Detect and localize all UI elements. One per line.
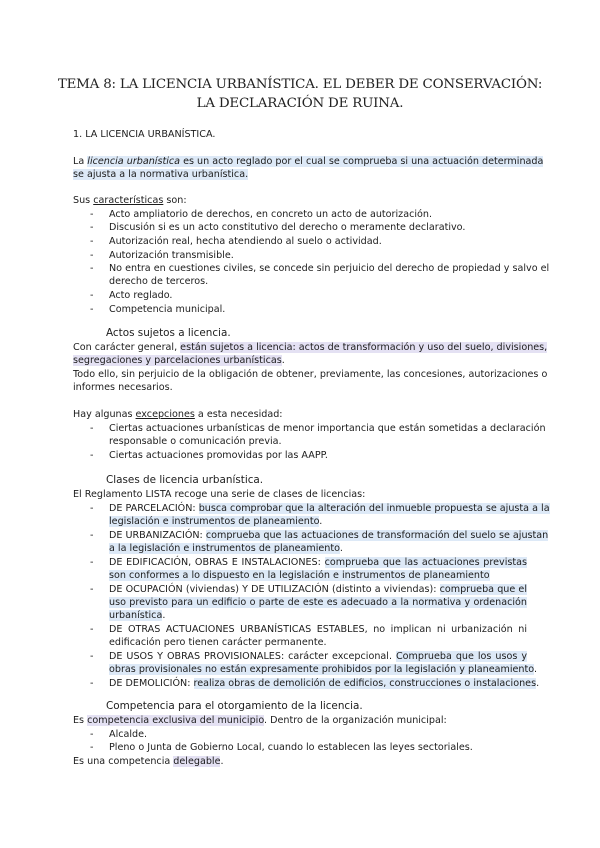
caract-item: No entra en cuestiones civiles, se concede sin perjuicio del derecho de propiedad y salvo el — [109, 263, 550, 274]
excep-item: Ciertas actuaciones promovidas por las AAPP. — [109, 450, 328, 461]
clase-edificacion-cont: son conformes a lo dispuesto en la legislación e instrumentos de planeamiento — [109, 570, 490, 581]
title-line-2: LA DECLARACIÓN DE RUINA. — [196, 96, 404, 111]
clase-provisionales: DE USOS Y OBRAS PROVISIONALES: carácter excepcional. Comprueba que los usos y — [109, 651, 527, 662]
competencia-item: Pleno o Junta de Gobierno Local, cuando lo establecen las leyes sectoriales. — [109, 742, 473, 753]
clases-intro: El Reglamento LISTA recoge una serie de clases de licencias: — [73, 489, 366, 500]
excep-item-cont: responsable o comunicación previa. — [109, 436, 282, 447]
caract-intro: Sus características son: — [73, 195, 187, 206]
clase-parcelacion: DE PARCELACIÓN: busca comprobar que la alteración del inmueble propuesta se ajusta a la — [109, 503, 550, 514]
bullet-dash: - — [90, 222, 94, 233]
excep-item: Ciertas actuaciones urbanísticas de menor importancia que están sometidas a declaración — [109, 423, 546, 434]
clase-urbanizacion-cont: a la legislación e instrumentos de planeamiento. — [109, 543, 343, 554]
actos-line-2: segregaciones y parcelaciones urbanísticas. — [73, 355, 285, 366]
bullet-dash: - — [90, 209, 94, 220]
clase-ocupacion: DE OCUPACIÓN (viviendas) Y DE UTILIZACIÓN (distinto a viviendas): comprueba que el — [109, 584, 527, 595]
competencia-final: Es una competencia delegable. — [73, 756, 224, 767]
caract-item: Competencia municipal. — [109, 304, 226, 315]
competencia-line: Es competencia exclusiva del municipio. Dentro de la organización municipal: — [73, 715, 447, 726]
intro-line-1: La licencia urbanística es un acto reglado por el cual se comprueba si una actuación determinada — [73, 156, 544, 167]
bullet-dash: - — [90, 530, 94, 541]
caract-item: Acto ampliatorio de derechos, en concreto un acto de autorización. — [109, 209, 433, 220]
bullet-dash: - — [90, 678, 94, 689]
bullet-dash: - — [90, 423, 94, 434]
actos-line-4: informes necesarios. — [73, 382, 173, 393]
competencia-item: Alcalde. — [109, 729, 148, 740]
actos-line-1: Con carácter general, están sujetos a licencia: actos de transformación y uso del suelo, divisiones, — [73, 342, 548, 353]
bullet-dash: - — [90, 557, 94, 568]
bullet-dash: - — [90, 450, 94, 461]
bullet-dash: - — [90, 236, 94, 247]
actos-heading: Actos sujetos a licencia. — [106, 327, 231, 339]
title-line-1: TEMA 8: LA LICENCIA URBANÍSTICA. EL DEBER DE CONSERVACIÓN: — [57, 77, 543, 92]
clase-urbanizacion: DE URBANIZACIÓN: comprueba que las actuaciones de transformación del suelo se ajustan — [109, 530, 549, 541]
section-heading: 1. LA LICENCIA URBANÍSTICA. — [73, 129, 216, 140]
bullet-dash: - — [90, 263, 94, 274]
clases-heading: Clases de licencia urbanística. — [106, 474, 264, 486]
bullet-dash: - — [90, 742, 94, 753]
bullet-dash: - — [90, 503, 94, 514]
bullet-dash: - — [90, 651, 94, 662]
caract-item: Discusión si es un acto constitutivo del derecho o meramente declarativo. — [109, 222, 466, 233]
bullet-dash: - — [90, 584, 94, 595]
clase-edificacion: DE EDIFICACIÓN, OBRAS E INSTALACIONES: comprueba que las actuaciones previstas — [109, 557, 528, 568]
clase-otras: DE OTRAS ACTUACIONES URBANÍSTICAS ESTABLES, no implican ni urbanización ni — [109, 624, 527, 635]
clase-parcelacion-cont: legislación e instrumentos de planeamiento. — [109, 516, 323, 527]
bullet-dash: - — [90, 729, 94, 740]
clase-demolicion: DE DEMOLICIÓN: realiza obras de demolición de edificios, construcciones o instalaciones. — [109, 678, 540, 689]
competencia-heading: Competencia para el otorgamiento de la licencia. — [106, 700, 363, 712]
bullet-dash: - — [90, 250, 94, 261]
bullet-dash: - — [90, 624, 94, 635]
clase-ocupacion-cont: uso previsto para un edificio o parte de este es adecuado a la normativa y ordenación — [109, 597, 527, 608]
caract-item: Acto reglado. — [109, 290, 173, 301]
bullet-dash: - — [90, 304, 94, 315]
caract-item-cont: derecho de terceros. — [109, 276, 209, 287]
intro-line-2: se ajusta a la normativa urbanística. — [73, 169, 249, 180]
actos-line-3: Todo ello, sin perjuicio de la obligación de obtener, previamente, las concesiones, autorizaciones o — [73, 369, 548, 380]
caract-item: Autorización real, hecha atendiendo al suelo o actividad. — [109, 236, 382, 247]
clase-ocupacion-cont-2: urbanística. — [109, 610, 166, 621]
bullet-dash: - — [90, 290, 94, 301]
clase-provisionales-cont: obras provisionales no están expresamente prohibidos por la legislación y planeamiento. — [109, 664, 537, 675]
caract-item: Autorización transmisible. — [109, 250, 234, 261]
clase-otras-cont: edificación pero tienen carácter permanente. — [109, 637, 327, 648]
excep-intro: Hay algunas excepciones a esta necesidad: — [73, 409, 283, 420]
